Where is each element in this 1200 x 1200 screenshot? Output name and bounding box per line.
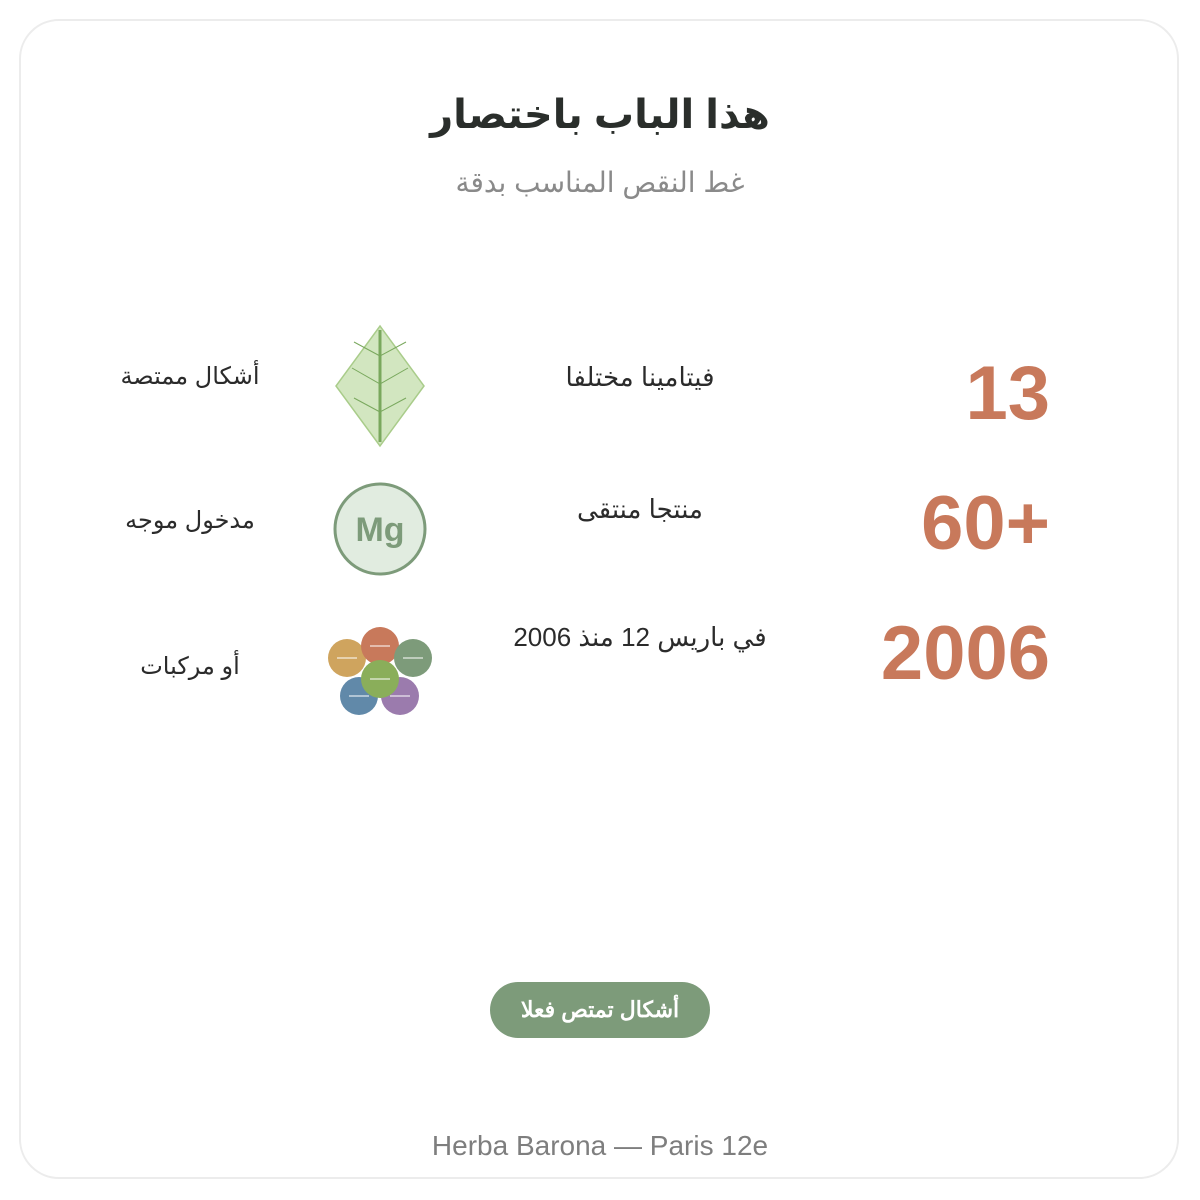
cta-button[interactable]: أشكال تمتص فعلا — [490, 982, 710, 1038]
stat-label-year: في باريس 12 منذ 2006 — [513, 622, 767, 652]
leaf-icon — [320, 322, 440, 453]
page-title: هذا الباب باختصار — [430, 93, 770, 137]
feature-label-compounds: أو مركبات — [140, 653, 240, 680]
capsules-icon — [320, 624, 440, 725]
feature-label-absorbable: أشكال ممتصة — [120, 363, 260, 390]
page-subtitle: غط النقص المناسب بدقة — [455, 167, 745, 198]
stat-number-vitamins: 13 — [965, 351, 1050, 436]
stat-number-year: 2006 — [880, 611, 1050, 696]
magnesium-symbol: Mg — [355, 511, 405, 549]
footer-brand: Herba Barona — Paris 12e — [431, 1130, 769, 1161]
feature-label-targeted: مدخول موجه — [125, 507, 255, 534]
stat-number-products: 60+ — [921, 481, 1050, 566]
stat-label-vitamins: فيتامينا مختلفا — [565, 362, 715, 392]
magnesium-icon — [320, 482, 440, 583]
stat-label-products: منتجا منتقى — [577, 494, 703, 524]
